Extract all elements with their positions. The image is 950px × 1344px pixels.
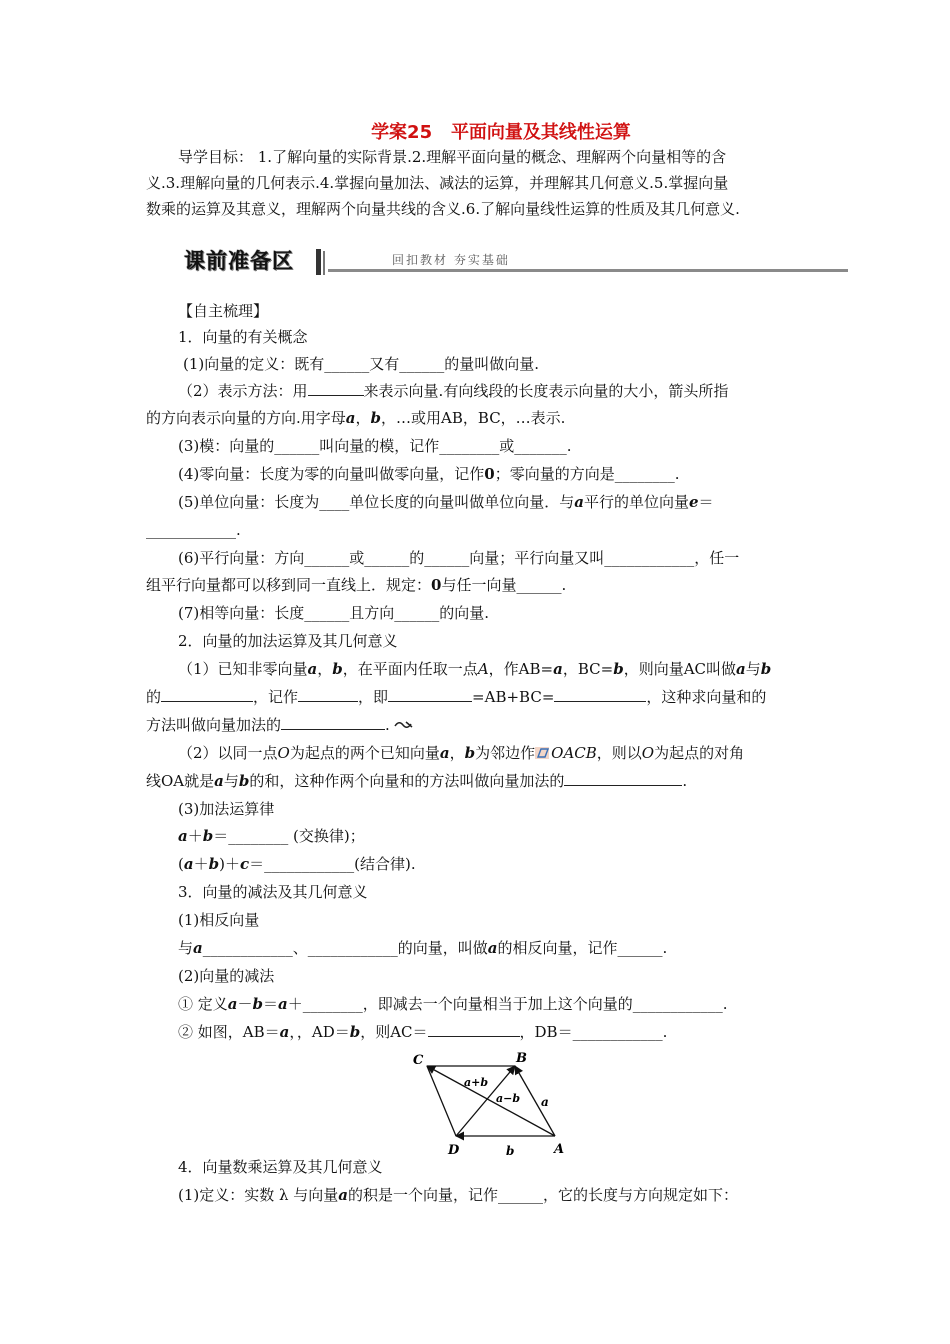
parallelogram-figure (410, 1050, 580, 1165)
line-3-4 (178, 994, 728, 1014)
text: ， (317, 660, 333, 678)
text: － (237, 995, 253, 1013)
line-3-2 (178, 938, 667, 958)
scribble-icon (394, 719, 414, 731)
line-1-2 (178, 381, 728, 401)
text: （2）以同一点 (178, 744, 278, 762)
vector-a: a (227, 995, 238, 1013)
text: 方法叫做向量加法的 (146, 716, 282, 734)
text: ；零向量的方向是________. (494, 465, 680, 483)
text: . (385, 716, 390, 734)
section-2-heading: 2．向量的加法运算及其几何意义 (178, 632, 398, 650)
label-sum: a+b (464, 1076, 489, 1089)
answer-blank (554, 687, 646, 702)
text: ，则向量AC叫做 (623, 660, 736, 678)
vector-a: a (279, 1023, 290, 1041)
text: 的方向表示向量的方向.用字母 (146, 409, 346, 427)
label-C: C (413, 1053, 424, 1068)
answer-blank (298, 687, 358, 702)
section-3-heading: 3．向量的减法及其几何意义 (178, 883, 368, 901)
text: 为起点的两个已知向量 (289, 744, 440, 762)
section-banner (178, 247, 848, 277)
line-1-5 (178, 492, 714, 512)
text: 平行的单位向量 (583, 493, 689, 511)
vector-b: b (370, 409, 382, 427)
text: ＝ (263, 995, 279, 1013)
text: 与 (178, 939, 194, 957)
vector-b: b (202, 827, 214, 845)
answer-blank (428, 1022, 520, 1037)
point-O: O (641, 744, 655, 762)
text: （1）已知非零向量 (178, 660, 308, 678)
text: ，BC= (562, 660, 614, 678)
label-B: B (516, 1051, 527, 1066)
parallelogram-icon (535, 747, 549, 759)
vector-e: e (689, 493, 699, 511)
answer-blank (161, 687, 253, 702)
answer-blank (281, 715, 385, 730)
text: ，，AD＝ (289, 1023, 350, 1041)
label-D: D (448, 1143, 460, 1158)
vector-b: b (238, 772, 250, 790)
parallelogram-name: OACB (551, 744, 597, 762)
objectives-line-2: 义.3.理解向量的几何表示.4.掌握向量加法、减法的运算，并理解其几何意义.5.掌握向量 (146, 174, 729, 192)
line-2-2 (178, 743, 744, 763)
text: (4)零向量：长度为零的向量叫做零向量，记作 (178, 465, 485, 483)
vector-b: b (252, 995, 264, 1013)
diagonal-AC (427, 1066, 555, 1136)
vector-b: b (613, 660, 624, 678)
vector-a: a (345, 409, 356, 427)
banner-label: 课前准备区 (178, 247, 322, 275)
line-4-1 (178, 1185, 738, 1205)
section-4-heading: 4．向量数乘运算及其几何意义 (178, 1158, 383, 1176)
vector-b: b (760, 660, 772, 678)
vector-a: a (574, 493, 584, 511)
vector-a: a (307, 660, 318, 678)
text: 与任一向量______. (441, 576, 567, 594)
text: ，在平面内任取一点 (342, 660, 478, 678)
vector-c: c (239, 855, 250, 873)
edge-CD (427, 1066, 456, 1136)
vector-a: a (338, 1186, 349, 1204)
objectives-line-1: 导学目标： 1.了解向量的实际背景.2.理解平面向量的概念、理解两个向量相等的含 (178, 148, 727, 166)
line-2-1-cont (146, 687, 766, 707)
text: ，…或用AB，BC，…表示. (381, 409, 566, 427)
answer-blank (388, 687, 472, 702)
line-2-5 (178, 854, 416, 874)
line-2-1-cont2 (146, 715, 414, 735)
text: =AB+BC= (472, 688, 555, 706)
line-1-6: (6)平行向量：方向______或______的______向量；平行向量又叫____________，任一 (178, 549, 740, 567)
text: ，即 (358, 688, 389, 706)
text: ，记作 (253, 688, 299, 706)
line-1-4 (178, 464, 679, 484)
title-name: 平面向量及其线性运算 (450, 122, 631, 143)
vector-a: a (214, 772, 224, 790)
line-1-7: (7)相等向量：长度______且方向______的向量. (178, 604, 490, 622)
line-1-1: (1)向量的定义：既有______又有______的量叫做向量. (183, 355, 540, 373)
vector-a: a (439, 744, 450, 762)
point-O: O (277, 744, 290, 762)
text: )＋ (219, 855, 240, 873)
text: ，则以 (596, 744, 642, 762)
label-diff: a−b (496, 1092, 521, 1105)
line-3-3: (2)向量的减法 (178, 967, 275, 985)
text: ，这种求向量和的 (646, 688, 767, 706)
line-1-2-cont (146, 408, 565, 428)
vector-a: a (193, 939, 203, 957)
objectives-line-3: 数乘的运算及其意义，理解两个向量共线的含义.6.了解向量线性运算的性质及其几何意义. (146, 200, 740, 218)
banner-subtitle: 回扣教材 夯实基础 (392, 253, 510, 267)
line-3-1: (1)相反向量 (178, 911, 260, 929)
self-review-heading: 【自主梳理】 (178, 302, 269, 320)
answer-blank (564, 771, 682, 786)
text: ＝____________(结合律). (249, 855, 416, 873)
text: ＝________ (交换律)； (213, 827, 365, 845)
vector-a: a (553, 660, 563, 678)
label-side-b: b (506, 1144, 515, 1158)
text: ② 如图，AB＝ (178, 1023, 280, 1041)
line-2-2-cont (146, 771, 687, 791)
text: ____________、____________的向量，叫做 (202, 939, 488, 957)
page-title (0, 121, 950, 145)
text: ，作AB= (488, 660, 554, 678)
text: 线OA就是 (146, 772, 215, 790)
text: ，DB＝____________. (519, 1023, 668, 1041)
text: 的相反向量，记作______. (497, 939, 668, 957)
vector-a: a (736, 660, 746, 678)
text: (1)定义：实数 λ 与向量 (178, 1186, 339, 1204)
point-A: A (477, 660, 489, 678)
line-2-4 (178, 826, 365, 846)
zero-vector: 0 (484, 465, 495, 483)
text: （2）表示方法：用 (178, 382, 308, 400)
vector-b: b (349, 1023, 361, 1041)
text: ，则AC＝ (360, 1023, 428, 1041)
text: ＋________，即减去一个向量相当于加上这个向量的____________. (287, 995, 728, 1013)
vector-a: a (278, 995, 288, 1013)
line-3-5 (178, 1022, 667, 1042)
text: 的积是一个向量，记作______，它的长度与方向规定如下： (348, 1186, 739, 1204)
text: (5)单位向量：长度为____单位长度的向量叫做单位向量．与 (178, 493, 575, 511)
answer-blank (308, 381, 364, 396)
vector-b: b (208, 855, 220, 873)
line-2-1 (178, 659, 771, 679)
label-side-a: a (541, 1095, 549, 1109)
zero-vector: 0 (431, 576, 442, 594)
text: ， (355, 409, 371, 427)
text: 组平行向量都可以移到同一直线上．规定： (146, 576, 432, 594)
vector-a: a (178, 827, 188, 845)
text: . (682, 772, 688, 790)
section-1-heading: 1．向量的有关概念 (178, 328, 308, 346)
line-1-3: (3)模：向量的______叫向量的模，记作________或_______. (178, 437, 572, 455)
banner-bar (316, 249, 321, 275)
vector-b: b (332, 660, 343, 678)
title-number: 学案25 (371, 122, 433, 143)
label-A: A (554, 1142, 565, 1157)
text: 的和，这种作两个向量和的方法叫做向量加法的 (249, 772, 565, 790)
text: 与 (745, 660, 761, 678)
text: ＝ (698, 493, 714, 511)
vector-a: a (487, 939, 498, 957)
vector-b: b (464, 744, 476, 762)
text: ， (449, 744, 465, 762)
text: ＋ (193, 855, 209, 873)
text: 为邻边作 (475, 744, 536, 762)
vector-a: a (183, 855, 194, 873)
banner-bar-thin (323, 251, 325, 275)
text: 的 (146, 688, 162, 706)
line-1-6-cont (146, 575, 566, 595)
text: ＋ (187, 827, 203, 845)
text: ① 定义 (178, 995, 228, 1013)
line-1-5-cont: ____________. (146, 521, 241, 539)
text: 与 (223, 772, 239, 790)
text: ( (178, 855, 184, 873)
text: 来表示向量.有向线段的长度表示向量的大小，箭头所指 (363, 382, 729, 400)
line-2-3: (3)加法运算律 (178, 800, 275, 818)
text: 为起点的对角 (654, 744, 745, 762)
banner-rule (328, 269, 848, 272)
